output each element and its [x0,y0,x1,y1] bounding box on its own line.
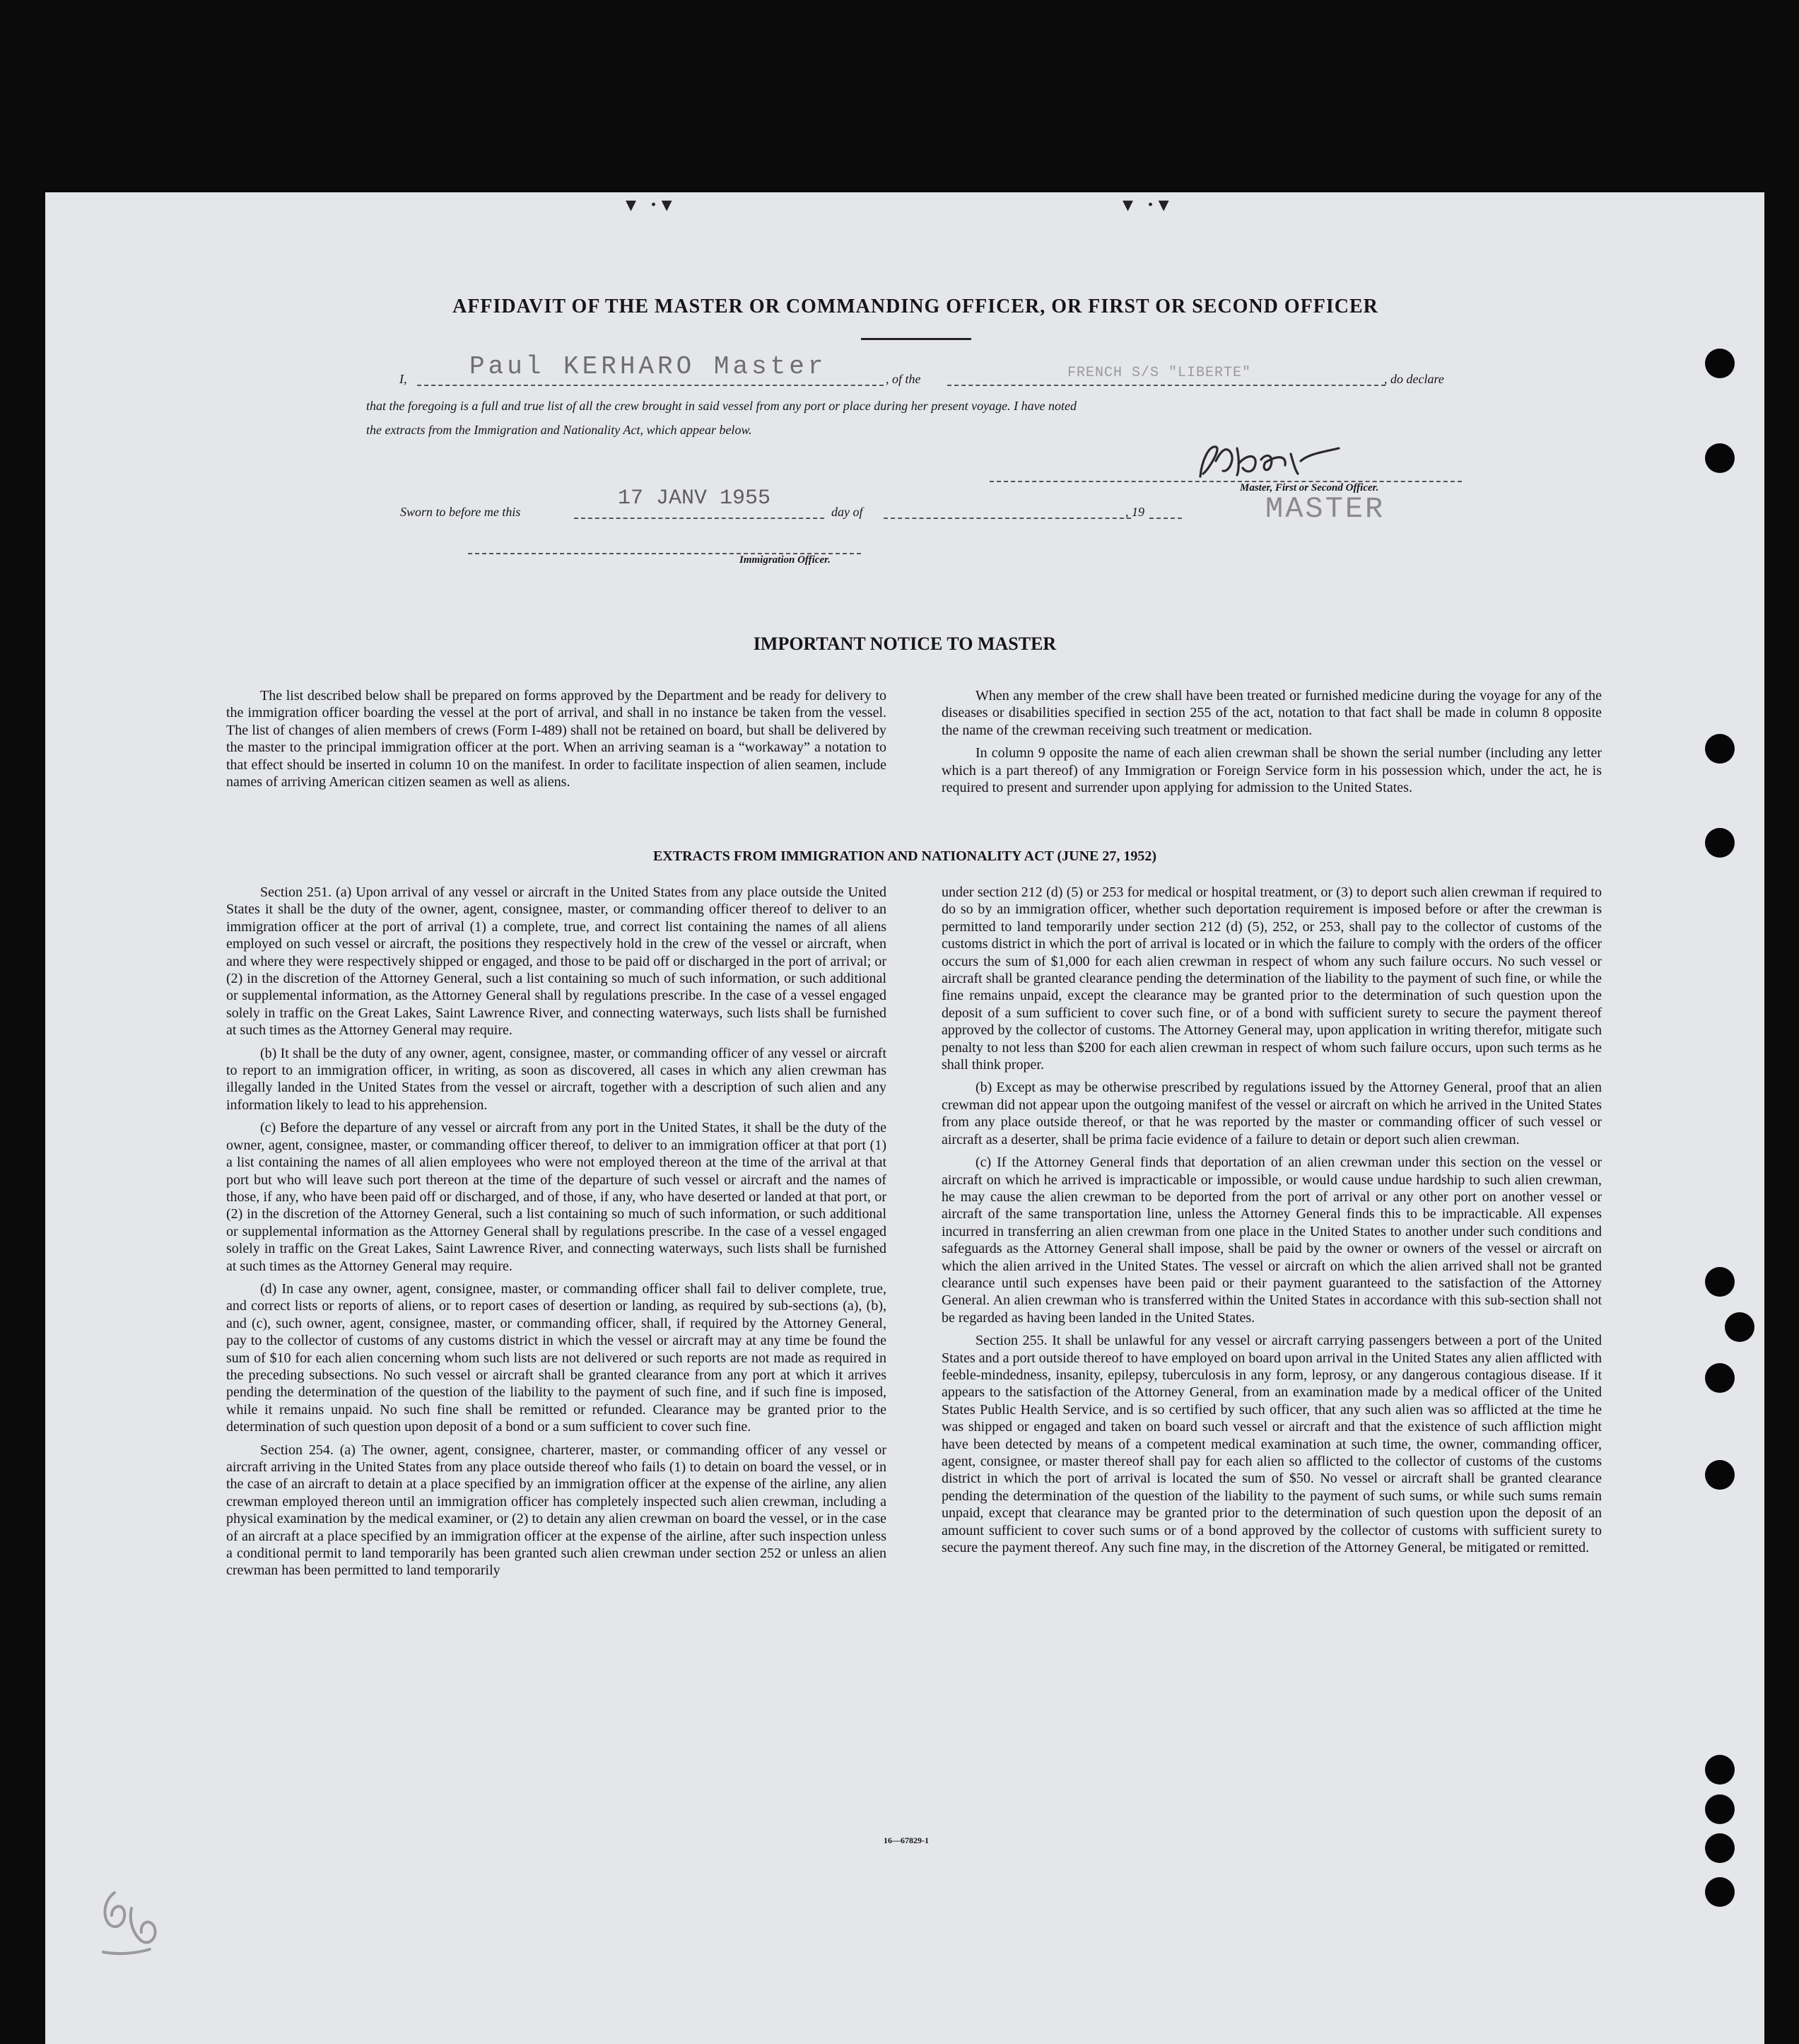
statement-line-1: that the foregoing is a full and true list of all the crew brought in said vessel from any port or place during her present voyage. I have noted [366,399,1077,413]
paper-speck: ▾ ·▾ [626,193,676,216]
affidavit-title: AFFIDAVIT OF THE MASTER OR COMMANDING OFFICER, OR FIRST OR SECOND OFFICER [452,296,1378,317]
extract-paragraph: (c) If the Attorney General finds that deportation of an alien crewman under this section on the vessel or aircraft on which he arrived is impracticable or impossible, or would cause undue hardship to such alien crewman, he may cause the alien crewman to be deported from the port of arrival or any other port on another vessel or aircraft of the same transportation line, unless the Attorney General finds this to be impracticable. All expenses incurred in transferring an alien crewman from one place in the United States to another under such conditions and safeguards as the Attorney General shall impose, shall be paid by the owner or owners of the vessel or aircraft on which the alien arrived in the United States. The vessel or aircraft on which the alien arrived shall not be granted clearance until such expenses have been paid or their payment guaranteed to the satisfaction of the Attorney General. An alien crewman who is transferred within the United States in accordance with this sub-section shall not be regarded as having been landed in the United States. [942,1155,1602,1326]
master-stamp: MASTER [1265,492,1385,526]
punch-hole-icon [1705,828,1735,858]
vessel-line [947,385,1385,386]
punch-hole-icon [1705,734,1735,764]
vessel-value: FRENCH S/S "LIBERTE" [1067,365,1252,381]
extract-paragraph: (d) In case any owner, agent, consignee, master, or commanding officer shall fail to deliver complete, true, and correct lists or reports of aliens, or to report cases of desertion or landing, as required by sub-sections (a), (b), and (c), such owner, agent, consignee, master, or commanding officer, shall, if required by the Attorney General, pay to the collector of customs of any customs district in which the vessel or aircraft may at any time be found the sum of $10 for each alien concerning whom such lists are not delivered or such reports are not made as required in the preceding subsections. No such vessel or aircraft shall be granted clearance from any port at which it arrives pending the determination of the question of the liability to the payment of such fine, and if such fine is imposed, while it remains unpaid. No such fine shall be remitted or refunded. Clearance may be granted prior to the determination of such question upon deposit of a bond or a sum sufficient to cover such fine. [226,1280,886,1435]
paper-speck: ▾ ·▾ [1123,193,1173,216]
extracts-left-column [226,884,886,1585]
do-declare-label: , do declare [1384,372,1444,386]
pencil-annotation-icon [90,1884,168,1962]
day-of-label: day of [831,505,863,519]
notice-right-column [942,687,1602,796]
i-label: I, [399,372,407,386]
name-line [417,385,884,386]
title-rule [861,338,971,340]
master-name-value: Paul KERHARO Master [469,352,827,381]
sworn-label: Sworn to before me this [400,505,521,519]
officer-signature-line [990,481,1462,482]
punch-hole-icon [1705,1755,1735,1785]
sworn-date-line [574,518,824,519]
officer-caption: Master, First or Second Officer. [1240,482,1379,494]
punch-hole-icon [1705,1363,1735,1393]
notice-left-column [226,687,886,796]
extract-paragraph: Section 251. (a) Upon arrival of any vessel or aircraft in the United States from any place outside the United States it shall be the duty of the owner, agent, consignee, master, or commanding officer thereof to deliver to an immigration officer at the port of arrival (1) a complete, true, and correct list containing the names of all aliens employed on such vessel or aircraft, the positions they respectively hold in the crew of the vessel or aircraft, when and where they were respectively shipped or engaged, and those to be paid off or discharged in the port of arrival; or (2) in the discretion of the Attorney General, such a list containing so much of such information, or such additional or supplemental information, as the Attorney General shall by regulations prescribe. In the case of a vessel engaged solely in traffic on the Great Lakes, Saint Lawrence River, and connecting waterways, such lists shall be furnished at such times as the Attorney General may require. [226,884,886,1039]
of-the-label: , of the [886,372,921,386]
punch-hole-icon [1705,443,1735,473]
extract-paragraph: under section 212 (d) (5) or 253 for medical or hospital treatment, or (3) to deport such alien crewman if required to do so by an immigration officer, whether such deportation requirement is imposed before or after the crewman is permitted to land temporarily under section 212 (d) (5), 252, or 253, shall pay to the collector of customs of the customs district in which the port of arrival is located or in which the failure to comply with the orders of the officer occurs the sum of $1,000 for each alien crewman in respect of whom any such failure occurs. No such vessel or aircraft shall be granted clearance pending the determination of the liability to the payment of such fine, or while the fine remains unpaid, except the clearance may be granted prior to the determination of such question upon the deposit of a sum sufficient to cover such fine, or of a bond with sufficient surety to secure the payment thereof approved by the collector of customs. The Attorney General may, upon application in writing therefor, mitigate such penalty to not less than $200 for each alien crewman in respect of whom such failure occurs, upon such terms as he shall think proper. [942,884,1602,1073]
extract-paragraph: (b) Except as may be otherwise prescribed by regulations issued by the Attorney General, proof that an alien crewman did not appear upon the outgoing manifest of the vessel or aircraft on which he arrived in the United States from any place outside thereof, or that he was reported by the master or commanding officer of such vessel or aircraft as a deserter, shall be prima facie evidence of a failure to detain or deport such alien crewman. [942,1080,1602,1147]
punch-hole-icon [1705,1833,1735,1863]
year-label: , 19 [1125,505,1144,519]
year-line [1149,518,1182,519]
sworn-date-value: 17 JANV 1955 [618,486,771,510]
notice-right-paragraph-2: In column 9 opposite the name of each alien crewman shall be shown the serial number (including any letter which is a part thereof) of any Immigration or Foreign Service form in his possession which, under the act, he is required to present and surrender upon applying for admission to the United States. [942,745,1602,796]
extracts-right-column [942,884,1602,1562]
statement-line-2: the extracts from the Immigration and Nationality Act, which appear below. [366,423,752,437]
punch-hole-icon [1725,1312,1754,1342]
notice-title: IMPORTANT NOTICE TO MASTER [753,633,1057,654]
extracts-title: EXTRACTS FROM IMMIGRATION AND NATIONALITY ACT (JUNE 27, 1952) [652,848,1157,864]
extract-paragraph: Section 254. (a) The owner, agent, consignee, charterer, master, or commanding officer of any vessel or aircraft arriving in the United States from any place outside thereof who fails (1) to detain on board the vessel, or in the case of an aircraft to detain at a place specified by an immigration officer at the expense of the airline, any alien crewman employed thereon until an immigration officer has completely inspected such alien crewman, including a physical examination by the medical examiner, or (2) to detain any alien crewman on board the vessel, or in the case of an aircraft at a place specified by an immigration officer at the expense of the airline, after such inspection unless a conditional permit to land temporarily has been granted such alien crewman under section 252 or unless an alien crewman has been permitted to land temporarily [226,1442,886,1579]
notice-left-paragraph: The list described below shall be prepared on forms approved by the Department and be ready for delivery to the immigration officer boarding the vessel at the port of arrival, and shall in no instance be taken from the vessel. The list of changes of alien members of crews (Form I-489) shall not be retained on board, but shall be delivered by the master to the principal immigration officer at the port. When an arriving seaman is a “workaway” a notation to that effect should be inserted in column 10 on the manifest. In order to facilitate inspection of alien seamen, include names of arriving American citizen seamen as well as aliens. [226,688,886,790]
month-line [884,518,1131,519]
form-number: 16—67829-1 [884,1835,929,1845]
extract-paragraph: (c) Before the departure of any vessel or aircraft from any port in the United States, it shall be the duty of the owner, agent, consignee, master, or commanding officer thereof, to deliver to an immigration officer at that port (1) a list containing the names of all alien employees who were not employed thereon at the time of the arrival at that port but who will leave such port thereon at the time of the departure of such vessel or aircraft and the names of those, if any, who have been paid off or discharged, and of those, if any, who have deserted or landed at that port, or (2) in the discretion of the Attorney General, such a list containing so much of such information, or such additional or supplemental information as the Attorney General shall by regulations prescribe. In the case of a vessel engaged solely in traffic on the Great Lakes, Saint Lawrence River, and connecting waterways, such lists shall be furnished at such times as the Attorney General may require. [226,1120,886,1274]
punch-hole-icon [1705,1877,1735,1907]
punch-hole-icon [1705,349,1735,378]
extract-paragraph: (b) It shall be the duty of any owner, agent, consignee, master, or commanding officer of any vessel or aircraft to report to an immigration officer, in writing, as soon as discovered, all cases in which any alien crewman has illegally landed in the United States from the vessel or aircraft, together with a description of such alien and any information likely to lead to his apprehension. [226,1045,886,1113]
extract-paragraph: Section 255. It shall be unlawful for any vessel or aircraft carrying passengers between a port of the United States and a port outside thereof to have employed on board upon arrival in the United States any alien afflicted with feeble-mindedness, insanity, epilepsy, tuberculosis in any form, leprosy, or any dangerous contagious disease. If it appears to the satisfaction of the Attorney General, from an examination made by a medical officer of the United States Public Health Service, and is so certified by such officer, that any such alien was so afflicted at the time he was shipped or engaged and taken on board such vessel or aircraft and that the existence of such affliction might have been detected by means of a competent medical examination at such time, the owner, commanding officer, agent, consignee, or master thereof shall pay for each alien so afflicted to the collector of customs of the customs district in which the port of arrival is located the sum of $50. No vessel or aircraft shall be granted clearance pending the determination of the question of the liability to the payment of such sums, or while such sums remain unpaid, except that clearance may be granted prior to the determination of such question upon the deposit of an amount sufficient to cover such sums or of a bond approved by the collector of customs with sufficient surety to secure the payment thereof. Any such fine may, in the discretion of the Attorney General, be mitigated or remitted. [942,1333,1602,1556]
notice-right-paragraph-1: When any member of the crew shall have been treated or furnished medicine during the voyage for any of the diseases or disabilities specified in section 255 of the act, notation to that fact shall be made in column 8 opposite the name of the crewman receiving such treatment or medication. [942,688,1602,738]
punch-hole-icon [1705,1794,1735,1824]
punch-hole-icon [1705,1460,1735,1490]
immigration-caption: Immigration Officer. [739,554,831,566]
punch-hole-icon [1705,1267,1735,1297]
